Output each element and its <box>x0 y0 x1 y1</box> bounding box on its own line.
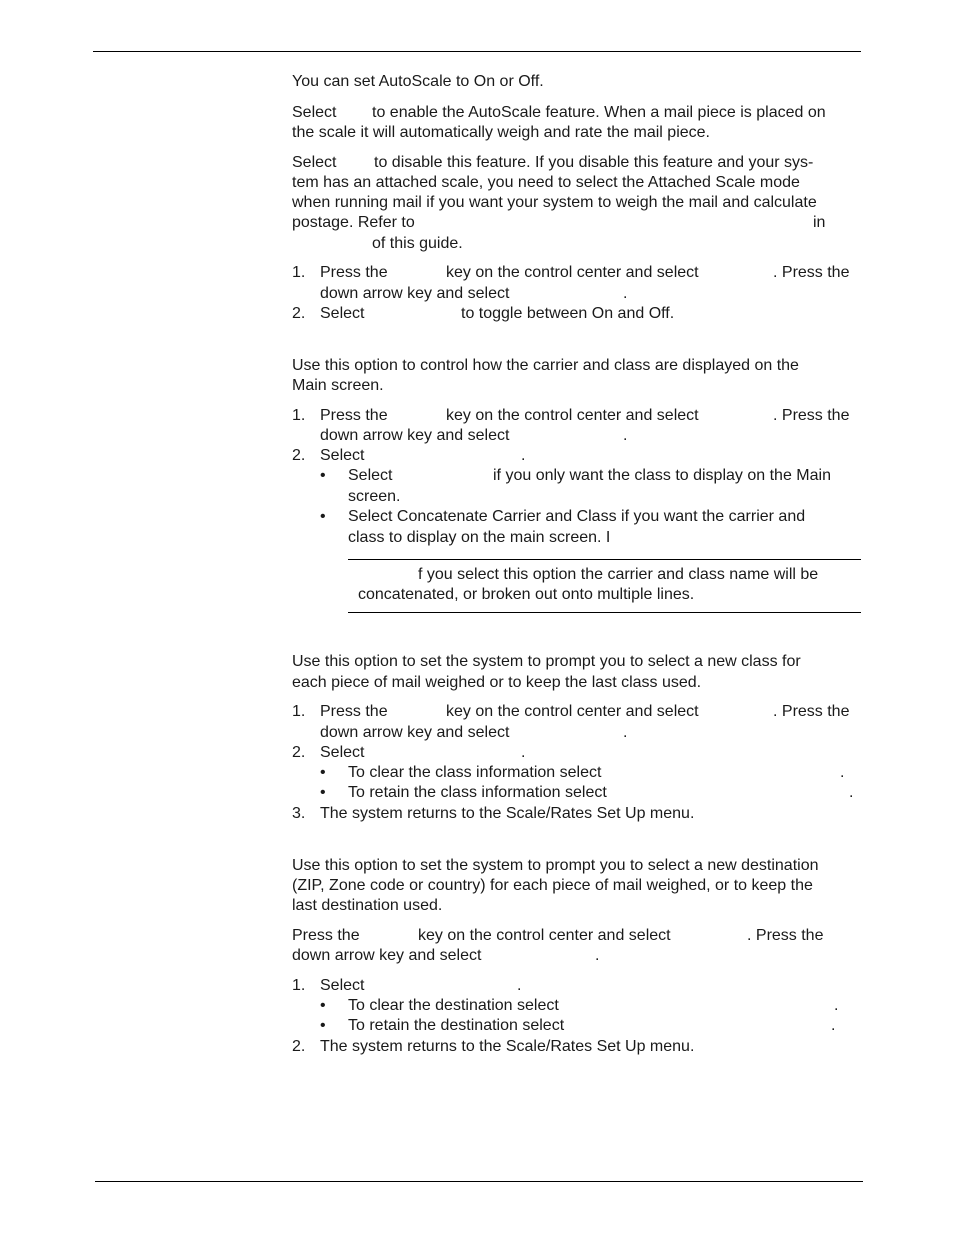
text-line: when running mail if you want your system to weigh the mail and calculate <box>292 194 817 211</box>
text-line: down arrow key and select <box>320 724 510 741</box>
list-number: 1. <box>292 703 306 720</box>
list-number: 2. <box>292 744 306 761</box>
text-line: Select <box>320 744 365 761</box>
text-line: down arrow key and select <box>292 947 482 964</box>
list-number: 3. <box>292 805 306 822</box>
text-line: To clear the destination select <box>348 997 559 1014</box>
text-line: You can set AutoScale to On or Off. <box>292 73 544 90</box>
text-line: . Press the <box>773 407 850 424</box>
text-line: . <box>834 997 839 1014</box>
text-line: key on the control center and select <box>446 264 699 281</box>
text-line: . <box>623 285 628 302</box>
text-line: Use this option to control how the carrier and class are displayed on the <box>292 357 799 374</box>
text-line: last destination used. <box>292 897 443 914</box>
text-line: in <box>813 214 826 231</box>
text-line: Main screen. <box>292 377 384 394</box>
footer-rule <box>95 1181 863 1182</box>
bullet: • <box>320 764 326 781</box>
text-line: key on the control center and select <box>446 703 699 720</box>
text-line: Select <box>292 154 337 171</box>
text-line: Select <box>292 104 337 121</box>
text-line: Use this option to set the system to prompt you to select a new class for <box>292 653 801 670</box>
text-line: down arrow key and select <box>320 285 510 302</box>
text-line: . <box>623 724 628 741</box>
header-rule <box>93 51 861 52</box>
bullet: • <box>320 467 326 484</box>
text-line: to toggle between On and Off. <box>461 305 675 322</box>
text-line: Select <box>320 305 365 322</box>
text-line: to enable the AutoScale feature. When a mail piece is placed on <box>372 104 826 121</box>
text-line: Select Concatenate Carrier and Class if you want the carrier and <box>348 508 806 525</box>
bullet: • <box>320 508 326 525</box>
text-line: . Press the <box>773 703 850 720</box>
text-line: . <box>517 977 522 994</box>
text-line: . <box>831 1017 836 1034</box>
note-text: concatenated, or broken out onto multiple lines. <box>358 586 695 603</box>
text-line: . Press the <box>773 264 850 281</box>
text-line: Select <box>320 447 365 464</box>
text-line: To clear the class information select <box>348 764 602 781</box>
text-line: To retain the destination select <box>348 1017 565 1034</box>
list-number: 1. <box>292 977 306 994</box>
text-line: Select <box>348 467 393 484</box>
text-line: . <box>623 427 628 444</box>
text-line: tem has an attached scale, you need to select the Attached Scale mode <box>292 174 800 191</box>
bullet: • <box>320 784 326 801</box>
note-text: f you select this option the carrier and class name will be <box>418 566 819 583</box>
text-line: each piece of mail weighed or to keep the last class used. <box>292 674 702 691</box>
text-line: Select <box>320 977 365 994</box>
text-line: Press the <box>320 703 388 720</box>
text-line: down arrow key and select <box>320 427 510 444</box>
text-line: . <box>849 784 854 801</box>
bullet: • <box>320 1017 326 1034</box>
text-line: Press the <box>320 407 388 424</box>
text-line: Use this option to set the system to prompt you to select a new destination <box>292 857 819 874</box>
text-line: the scale it will automatically weigh and rate the mail piece. <box>292 124 710 141</box>
list-number: 2. <box>292 305 306 322</box>
text-line: . <box>595 947 600 964</box>
text-line: . <box>521 447 526 464</box>
text-line: (ZIP, Zone code or country) for each piece of mail weighed, or to keep the <box>292 877 813 894</box>
text-line: To retain the class information select <box>348 784 607 801</box>
text-line: key on the control center and select <box>418 927 671 944</box>
text-line: Press the <box>320 264 388 281</box>
text-line: . <box>521 744 526 761</box>
text-line: The system returns to the Scale/Rates Set Up menu. <box>320 805 695 822</box>
list-number: 2. <box>292 447 306 464</box>
text-line: The system returns to the Scale/Rates Set Up menu. <box>320 1038 695 1055</box>
text-line: . <box>840 764 845 781</box>
text-line: Press the <box>292 927 360 944</box>
note-top-rule <box>348 559 861 560</box>
list-number: 1. <box>292 407 306 424</box>
text-line: key on the control center and select <box>446 407 699 424</box>
text-line: of this guide. <box>372 235 463 252</box>
list-number: 2. <box>292 1038 306 1055</box>
bullet: • <box>320 997 326 1014</box>
text-line: screen. <box>348 488 401 505</box>
text-line: . Press the <box>747 927 824 944</box>
list-number: 1. <box>292 264 306 281</box>
note-bottom-rule <box>348 612 861 613</box>
text-line: postage. Refer to <box>292 214 415 231</box>
text-line: if you only want the class to display on the Main <box>493 467 831 484</box>
text-line: class to display on the main screen. I <box>348 529 611 546</box>
text-line: to disable this feature. If you disable this feature and your sys- <box>374 154 814 171</box>
